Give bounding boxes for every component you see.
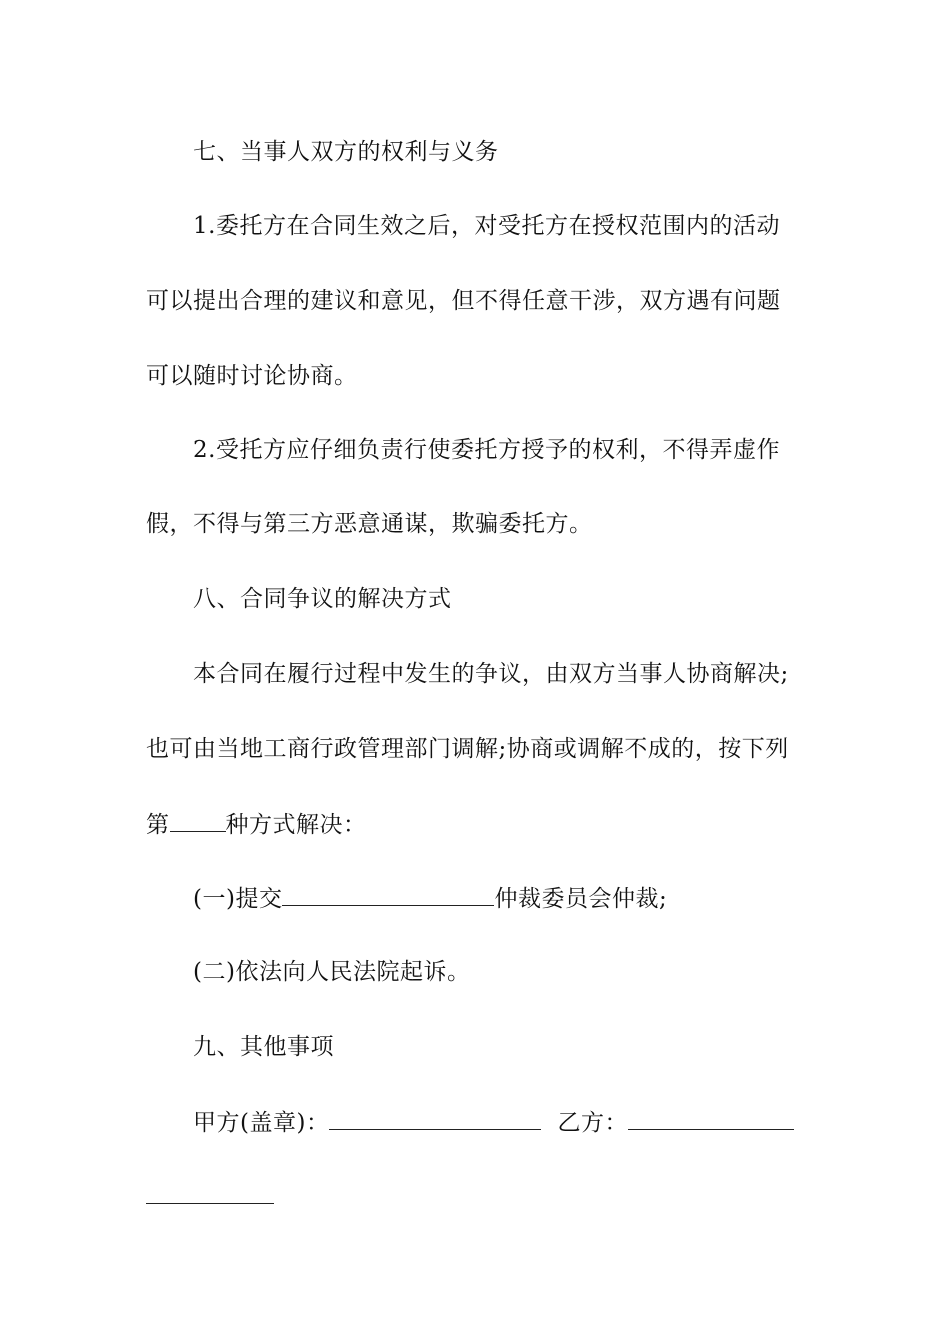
signature-line bbox=[193, 1107, 794, 1138]
dispute-line-2: 也可由当地工商行政管理部门调解;协商或调解不成的，按下列 bbox=[146, 736, 789, 762]
section-heading-7: 七、当事人双方的权利与义务 bbox=[193, 139, 499, 165]
party-a-signature-blank[interactable] bbox=[329, 1107, 541, 1130]
party-b-label: 乙方： bbox=[557, 1110, 628, 1136]
clause-1-line-1: 1.委托方在合同生效之后，对受托方在授权范围内的活动 bbox=[193, 213, 780, 239]
option-1 bbox=[193, 883, 667, 914]
method-number-blank[interactable] bbox=[170, 809, 226, 832]
clause-1-line-3: 可以随时讨论协商。 bbox=[146, 363, 358, 389]
dispute-line-3 bbox=[146, 809, 367, 840]
party-b-signature-blank-continued[interactable] bbox=[146, 1203, 274, 1204]
clause-1-line-2: 可以提出合理的建议和意见，但不得任意干涉，双方遇有问题 bbox=[146, 288, 781, 314]
clause-2-line-2: 假，不得与第三方恶意通谋，欺骗委托方。 bbox=[146, 511, 593, 537]
party-a-label: 甲方(盖章)： bbox=[193, 1110, 330, 1136]
section-heading-9: 九、其他事项 bbox=[193, 1034, 334, 1060]
option-1-suffix: 仲裁委员会仲裁; bbox=[494, 886, 668, 912]
option-2: (二)依法向人民法院起诉。 bbox=[193, 959, 471, 985]
option-1-prefix: (一)提交 bbox=[193, 886, 283, 912]
clause-2-line-1: 2.受托方应仔细负责行使委托方授予的权利，不得弄虚作 bbox=[193, 437, 780, 463]
party-b-signature-blank[interactable] bbox=[628, 1107, 794, 1130]
dispute-line-1: 本合同在履行过程中发生的争议，由双方当事人协商解决; bbox=[193, 661, 789, 687]
section-heading-8: 八、合同争议的解决方式 bbox=[193, 586, 452, 612]
dispute-line-3-suffix: 种方式解决： bbox=[225, 812, 367, 838]
arbitration-committee-blank[interactable] bbox=[282, 883, 494, 906]
dispute-line-3-prefix: 第 bbox=[146, 812, 170, 838]
